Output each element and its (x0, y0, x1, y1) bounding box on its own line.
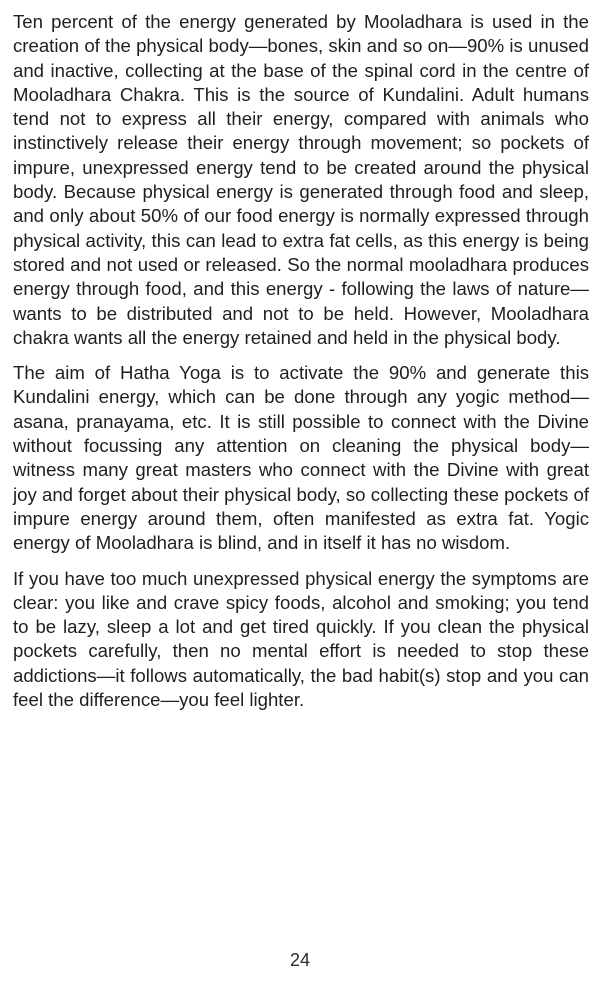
page-number: 24 (289, 950, 311, 970)
paragraph-hatha-yoga: The aim of Hatha Yoga is to activate the 90% and generate this Kundalini energy, which can be done through any yogic method—asana, pranayama, etc. It is still possible to connect with the Divine without focussing any attention on cleaning the physical body—witness many great masters who connect with the Divine with great joy and forget about their physical body, so collecting these pockets of impure energy around them, often manifested as extra fat. Yogic energy of Mooladhara is blind, and in itself it has no wisdom. (13, 362, 589, 554)
paragraph-mooladhara-energy: Ten percent of the energy generated by Mooladhara is used in the creation of the physical body—bones, skin and so on—90% is unused and inactive, collecting at the base of the spinal cord in the centre of Mooladhara Chakra. This is the source of Kundalini. Adult humans tend not to express all their energy, compared with animals who instinctively release their energy through movement; so pockets of impure, unexpressed energy tend to be created around the physical body. Because physical energy is generated through food and sleep, and only about 50% of our food energy is normally expressed through physical activity, this can lead to extra fat cells, as this energy is being stored and not used or released. So the normal mooladhara produces energy through food, and this energy - following the laws of nature—wants to be distributed and not to be held. However, Mooladhara chakra wants all the energy retained and held in the physical body. (13, 11, 589, 348)
body-text (13, 10, 589, 712)
paragraph-unexpressed-energy: If you have too much unexpressed physical energy the symptoms are clear: you like and crave spicy foods, alcohol and smoking; you tend to be lazy, sleep a lot and get tired quickly. If you clean the physical pockets carefully, then no mental effort is needed to stop these addictions—it follows automatically, the bad habit(s) stop and you can feel the difference—you feel lighter. (13, 567, 589, 711)
